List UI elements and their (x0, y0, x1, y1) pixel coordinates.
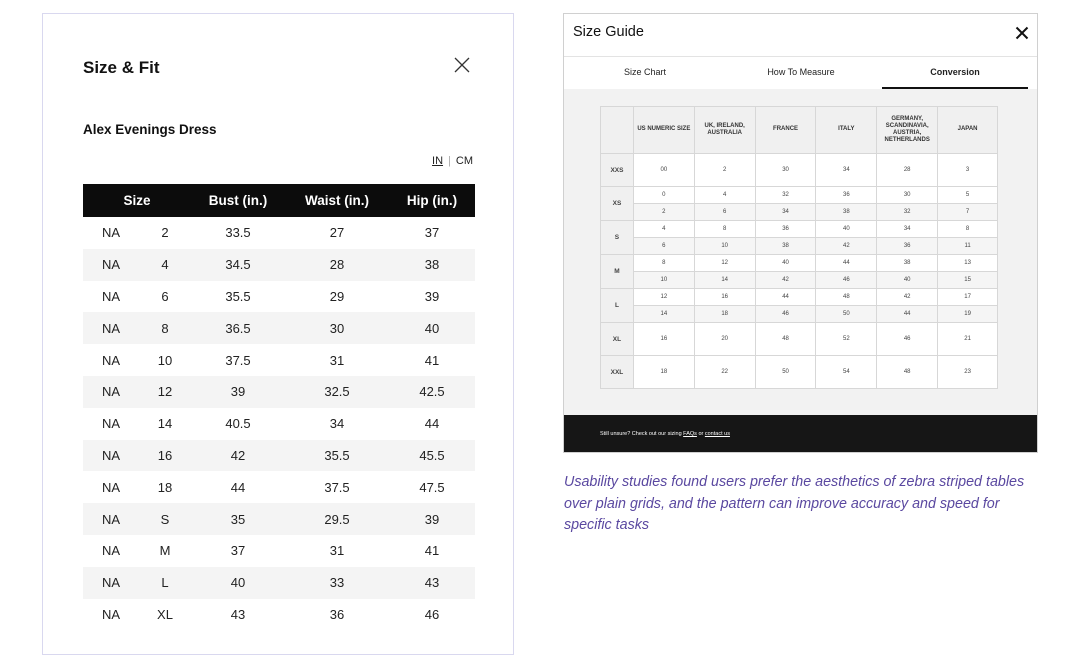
france-cell: 48 (755, 323, 816, 356)
japan-cell: 11 (938, 238, 998, 255)
unit-cm-button[interactable]: CM (455, 155, 473, 167)
japan-cell: 5 (938, 187, 998, 204)
italy-cell: 42 (816, 238, 877, 255)
japan-cell: 15 (938, 272, 998, 289)
germany-cell: 32 (877, 204, 938, 221)
header-us: US NUMERIC SIZE (633, 107, 694, 154)
italy-cell: 38 (816, 204, 877, 221)
contact-link[interactable]: contact us (704, 431, 730, 437)
faq-link[interactable]: FAQs (683, 431, 697, 437)
size-cell: 16 (139, 440, 191, 472)
france-cell: 40 (755, 255, 816, 272)
germany-cell: 42 (877, 289, 938, 306)
hip-cell: 41 (424, 352, 440, 368)
uk-cell: 16 (694, 289, 755, 306)
germany-cell: 48 (877, 356, 938, 389)
bust-cell: 37.5 (225, 352, 251, 368)
waist-cell: 30 (285, 312, 389, 344)
germany-cell: 38 (877, 255, 938, 272)
size-system-cell: NA (101, 416, 121, 432)
uk-cell: 4 (694, 187, 755, 204)
waist-cell: 29 (329, 288, 345, 304)
france-cell: 38 (755, 238, 816, 255)
italy-cell: 52 (816, 323, 877, 356)
size-cell: 8 (139, 312, 191, 344)
italy-cell: 34 (816, 154, 877, 187)
japan-cell: 8 (938, 221, 998, 238)
italy-cell: 40 (816, 221, 877, 238)
waist-cell: 28 (285, 249, 389, 281)
us-cell: 16 (633, 323, 694, 356)
table-row (83, 281, 475, 313)
size-table-header (83, 184, 475, 217)
table-row (601, 289, 998, 306)
hip-cell: 45.5 (389, 440, 475, 472)
size-cell: 18 (157, 479, 173, 495)
header-japan: JAPAN (938, 107, 998, 154)
size-system-cell: NA (83, 376, 139, 408)
size-label-cell: M (601, 255, 634, 289)
us-cell: 8 (633, 255, 694, 272)
table-row (83, 249, 475, 281)
size-system-cell: NA (101, 543, 121, 559)
germany-cell: 44 (877, 306, 938, 323)
france-cell: 42 (755, 272, 816, 289)
header-hip: Hip (in.) (389, 184, 475, 217)
hip-cell: 39 (389, 503, 475, 535)
italy-cell: 48 (816, 289, 877, 306)
italy-cell: 44 (816, 255, 877, 272)
table-row (601, 255, 998, 272)
table-row (83, 376, 475, 408)
waist-cell: 27 (329, 225, 345, 241)
japan-cell: 21 (938, 323, 998, 356)
table-row (601, 272, 998, 289)
us-cell: 00 (633, 154, 694, 187)
table-row (83, 344, 475, 376)
germany-cell: 40 (877, 272, 938, 289)
france-cell: 50 (755, 356, 816, 389)
japan-cell: 19 (938, 306, 998, 323)
size-label-cell: S (601, 221, 634, 255)
japan-cell: 17 (938, 289, 998, 306)
uk-cell: 22 (694, 356, 755, 389)
size-system-cell: NA (83, 312, 139, 344)
tab-conversion[interactable]: Conversion (882, 57, 1028, 89)
us-cell: 0 (633, 187, 694, 204)
table-row (601, 187, 998, 204)
bust-cell: 35 (191, 503, 285, 535)
hip-cell: 46 (424, 606, 440, 622)
waist-cell: 32.5 (285, 376, 389, 408)
germany-cell: 46 (877, 323, 938, 356)
us-cell: 10 (633, 272, 694, 289)
bust-cell: 42 (191, 440, 285, 472)
waist-cell: 37.5 (324, 479, 350, 495)
size-label-cell: XS (601, 187, 634, 221)
bust-cell: 33.5 (225, 225, 251, 241)
hip-cell: 44 (424, 416, 440, 432)
japan-cell: 23 (938, 356, 998, 389)
waist-cell: 35.5 (285, 440, 389, 472)
hip-cell: 43 (389, 567, 475, 599)
france-cell: 36 (755, 221, 816, 238)
italy-cell: 54 (816, 356, 877, 389)
size-cell: 12 (139, 376, 191, 408)
size-fit-modal (42, 13, 514, 655)
uk-cell: 10 (694, 238, 755, 255)
france-cell: 46 (755, 306, 816, 323)
size-system-cell: NA (83, 249, 139, 281)
size-label-cell: XL (601, 323, 634, 356)
conversion-panel (564, 89, 1037, 415)
table-row (601, 356, 998, 389)
us-cell: 6 (633, 238, 694, 255)
us-cell: 2 (633, 204, 694, 221)
uk-cell: 2 (694, 154, 755, 187)
size-cell: XL (157, 606, 173, 622)
france-cell: 44 (755, 289, 816, 306)
us-cell: 4 (633, 221, 694, 238)
uk-cell: 6 (694, 204, 755, 221)
germany-cell: 28 (877, 154, 938, 187)
size-system-cell: NA (101, 352, 121, 368)
bust-cell: 40.5 (225, 416, 251, 432)
japan-cell: 13 (938, 255, 998, 272)
size-table (83, 184, 475, 630)
table-row (83, 503, 475, 535)
size-guide-modal (563, 13, 1038, 453)
footer-text: Still unsure? Check out our sizing (600, 431, 684, 437)
product-name: Alex Evenings Dress (83, 122, 217, 137)
japan-cell: 3 (938, 154, 998, 187)
tab-how-to-measure[interactable]: How To Measure (767, 67, 835, 77)
italy-cell: 36 (816, 187, 877, 204)
size-cell: L (139, 567, 191, 599)
uk-cell: 14 (694, 272, 755, 289)
size-cell: 4 (139, 249, 191, 281)
waist-cell: 31 (329, 352, 345, 368)
table-row (83, 567, 475, 599)
caption: Usability studies found users prefer the aesthetics of zebra striped tables over plain grids, and the pattern can improve accuracy and speed for specific tasks (564, 474, 1025, 533)
size-system-cell: NA (101, 288, 121, 304)
us-cell: 14 (633, 306, 694, 323)
table-row (83, 440, 475, 472)
header-germany: GERMANY, SCANDINAVIA, AUSTRIA, NETHERLANDS (877, 107, 938, 154)
size-cell: 2 (161, 225, 169, 241)
waist-cell: 34 (329, 416, 345, 432)
close-icon[interactable] (453, 56, 471, 74)
size-cell: 14 (157, 416, 173, 432)
size-cell: M (159, 543, 171, 559)
header-bust: Bust (in.) (191, 184, 285, 217)
table-row (83, 535, 475, 567)
size-cell: 6 (161, 288, 169, 304)
table-row (83, 599, 475, 631)
waist-cell: 33 (285, 567, 389, 599)
header-uk: UK, IRELAND, AUSTRALIA (694, 107, 755, 154)
us-cell: 18 (633, 356, 694, 389)
bust-cell: 40 (191, 567, 285, 599)
conversion-table-header (601, 107, 998, 154)
france-cell: 30 (755, 154, 816, 187)
table-row (601, 154, 998, 187)
bust-cell: 37 (230, 543, 246, 559)
france-cell: 34 (755, 204, 816, 221)
waist-cell: 31 (329, 543, 345, 559)
unit-in-button[interactable]: IN (432, 155, 444, 167)
size-system-cell: NA (83, 567, 139, 599)
modal-title: Size Guide (573, 24, 644, 40)
footer-text-or: or (696, 431, 705, 437)
header-empty (601, 107, 634, 154)
waist-cell: 36 (329, 606, 345, 622)
header-france: FRANCE (755, 107, 816, 154)
hip-cell: 37 (424, 225, 440, 241)
us-cell: 12 (633, 289, 694, 306)
header-size: Size (83, 184, 191, 217)
header-waist: Waist (in.) (285, 184, 389, 217)
bust-cell: 36.5 (191, 312, 285, 344)
bust-cell: 44 (230, 479, 246, 495)
france-cell: 32 (755, 187, 816, 204)
tab-bar (564, 56, 1037, 89)
table-row (601, 238, 998, 255)
table-row (601, 306, 998, 323)
hip-cell: 40 (389, 312, 475, 344)
size-system-cell: NA (101, 606, 121, 622)
italy-cell: 46 (816, 272, 877, 289)
unit-toggle (432, 155, 473, 167)
size-cell: 10 (157, 352, 173, 368)
bust-cell: 43 (230, 606, 246, 622)
uk-cell: 12 (694, 255, 755, 272)
size-cell: S (139, 503, 191, 535)
size-system-cell: NA (101, 479, 121, 495)
italy-cell: 50 (816, 306, 877, 323)
table-row (83, 217, 475, 249)
size-label-cell: XXL (601, 356, 634, 389)
table-row (83, 312, 475, 344)
help-footer (564, 415, 1037, 453)
conversion-table (600, 106, 998, 389)
bust-cell: 39 (191, 376, 285, 408)
size-system-cell: NA (83, 503, 139, 535)
size-system-cell: NA (83, 440, 139, 472)
table-row (601, 323, 998, 356)
hip-cell: 42.5 (389, 376, 475, 408)
waist-cell: 29.5 (285, 503, 389, 535)
uk-cell: 20 (694, 323, 755, 356)
hip-cell: 39 (424, 288, 440, 304)
bust-cell: 34.5 (191, 249, 285, 281)
header-italy: ITALY (816, 107, 877, 154)
close-icon[interactable] (1015, 26, 1029, 40)
germany-cell: 30 (877, 187, 938, 204)
unit-separator: | (448, 155, 451, 167)
hip-cell: 47.5 (419, 479, 445, 495)
modal-title: Size & Fit (83, 58, 160, 77)
table-row (601, 221, 998, 238)
bust-cell: 35.5 (225, 288, 251, 304)
japan-cell: 7 (938, 204, 998, 221)
germany-cell: 34 (877, 221, 938, 238)
uk-cell: 18 (694, 306, 755, 323)
size-label-cell: L (601, 289, 634, 323)
table-row (83, 408, 475, 440)
hip-cell: 38 (389, 249, 475, 281)
size-label-cell: XXS (601, 154, 634, 187)
hip-cell: 41 (424, 543, 440, 559)
germany-cell: 36 (877, 238, 938, 255)
uk-cell: 8 (694, 221, 755, 238)
table-row (601, 204, 998, 221)
size-system-cell: NA (101, 225, 121, 241)
tab-size-chart[interactable]: Size Chart (623, 67, 667, 77)
table-row (83, 471, 475, 503)
